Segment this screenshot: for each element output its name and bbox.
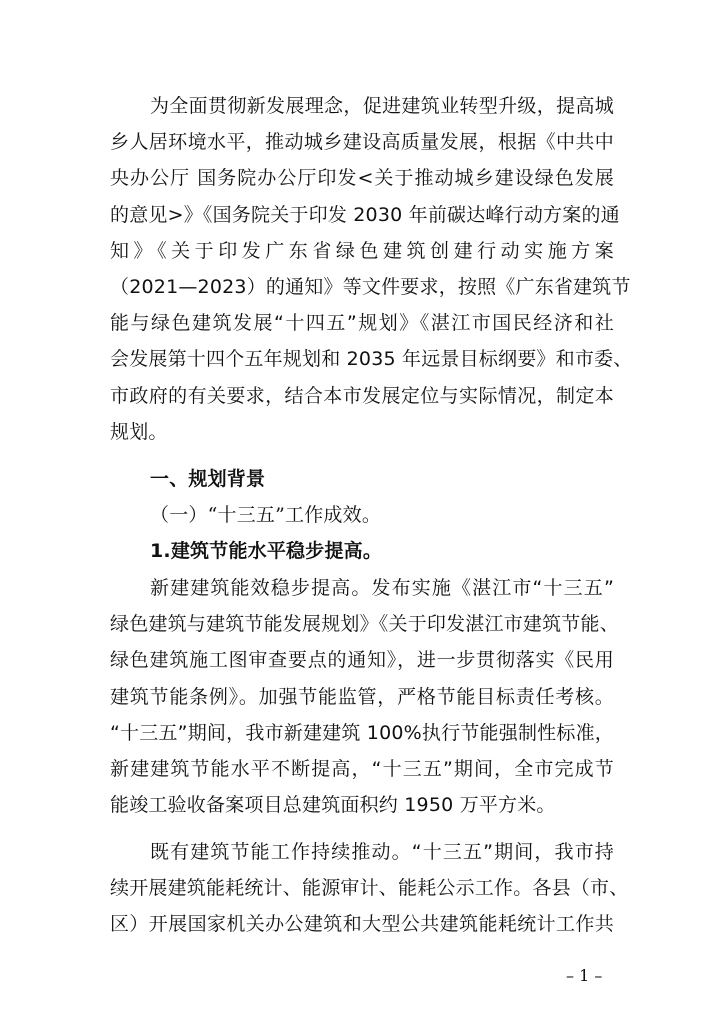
text-line: 既有建筑节能工作持续推动。“十三五”期间，我市持 [150,841,614,863]
text-line: “十三五”期间，我市新建建筑 100%执行节能强制性标准， [110,721,614,744]
text-line: 绿色建筑施工图审查要点的通知》，进一步贯彻落实《民用 [110,649,614,672]
energy-paragraph [110,570,619,823]
text-line: 为全面贯彻新发展理念，促进建筑业转型升级，提高城 [150,95,614,117]
text-line: 规划。 [110,420,168,443]
text-line: 央办公厅 国务院办公厅印发<关于推动城乡建设绿色发展 [110,167,614,190]
text-line: 市政府的有关要求，结合本市发展定位与实际情况，制定本 [110,384,614,407]
section-heading: 一、规划背景 [150,468,266,490]
text-line: 能竣工验收备案项目总建筑面积约 1950 万平方米。 [110,794,556,817]
section-headings [110,461,614,570]
text-line: 能与绿色建筑发展“十四五”规划》《湛江市国民经济和社 [110,312,614,335]
text-line: 区）开展国家机关办公建筑和大型公共建筑能耗统计工作共 [110,913,614,936]
text-line: 续开展建筑能耗统计、能源审计、能耗公示工作。各县（市、 [110,877,629,900]
text-line: 知》《关于印发广东省绿色建筑创建行动实施方案 [110,239,614,262]
intro-paragraph [110,88,633,450]
text-line: （2021—2023）的通知》等文件要求，按照《广东省建筑节 [110,275,631,298]
text-line: 乡人居环境水平，推动城乡建设高质量发展，根据《中共中 [110,131,614,154]
text-line: 新建建筑能效稳步提高。发布实施《湛江市“十三五” [150,577,614,599]
existing-building-paragraph [110,834,629,943]
subsection-heading: （一）“十三五”工作成效。 [150,504,382,527]
text-line: 绿色建筑与建筑节能发展规划》《关于印发湛江市建筑节能、 [110,613,619,636]
text-line: 会发展第十四个五年规划和 2035 年远景目标纲要》和市委、 [110,348,633,371]
text-line: 的意见>》《国务院关于印发 2030 年前碳达峰行动方案的通 [110,203,620,226]
text-line: 新建建筑节能水平不断提高，“十三五”期间，全市完成节 [110,757,614,780]
text-line: 建筑节能条例》。加强节能监管，严格节能目标责任考核。 [110,685,614,708]
page-number: – 1 – [566,966,603,985]
item-heading: 1.建筑节能水平稳步提高。 [150,540,383,563]
